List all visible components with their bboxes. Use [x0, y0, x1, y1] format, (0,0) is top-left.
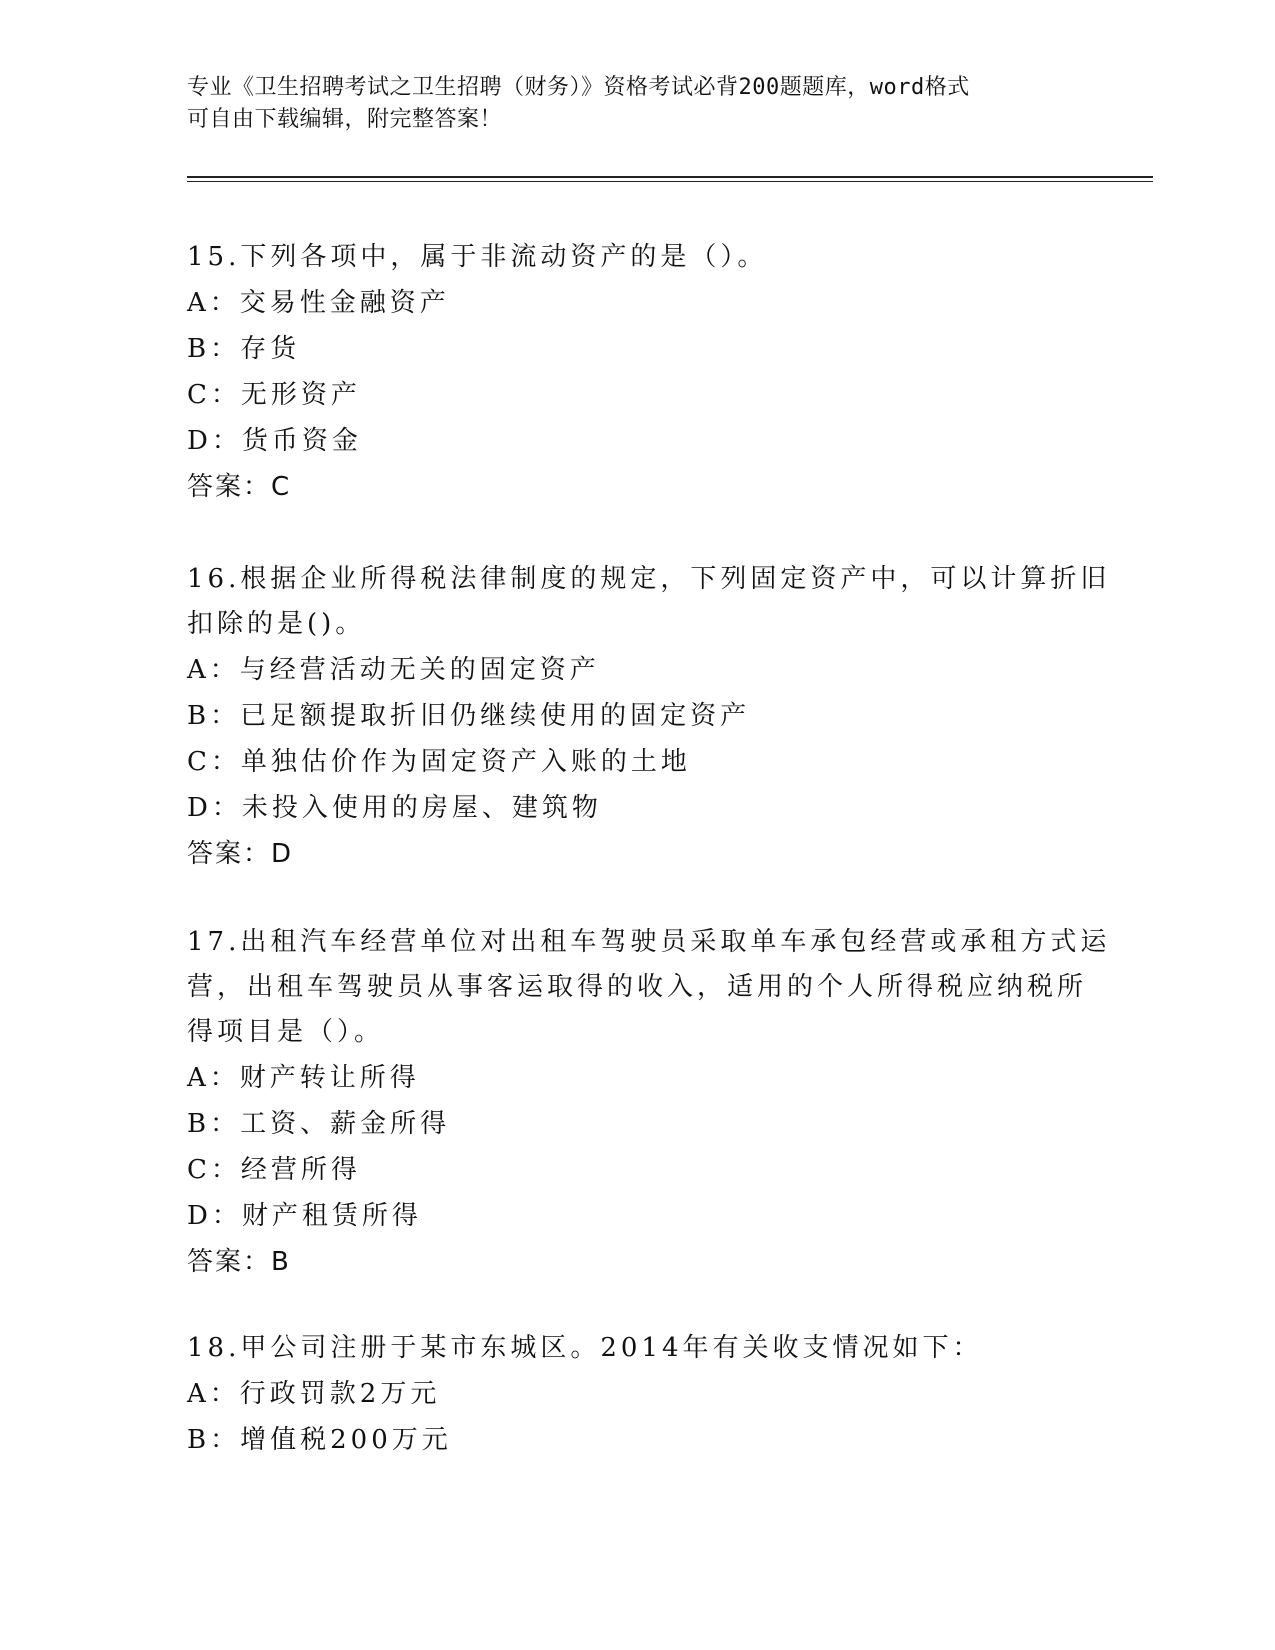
question-stem: [187, 1326, 1087, 1371]
option-a: A：行政罚款2万元: [187, 1379, 441, 1409]
option-a: A：财产转让所得: [187, 1063, 420, 1093]
answer: 答案：D: [187, 839, 294, 869]
question-18: [187, 1326, 1087, 1463]
option-a: A：与经营活动无关的固定资产: [187, 655, 600, 685]
question-stem: [187, 235, 1087, 280]
answer: 答案：B: [187, 1247, 291, 1277]
answer: 答案：C: [187, 472, 292, 502]
question-15: [187, 235, 1087, 510]
option-b: B：增值税200万元: [187, 1425, 452, 1455]
option-a: A：交易性金融资产: [187, 288, 450, 318]
option-d: D：财产租赁所得: [187, 1201, 422, 1231]
document-header: [187, 72, 1087, 136]
option-d: D：未投入使用的房屋、建筑物: [187, 793, 602, 823]
question-stem: [187, 920, 1111, 1055]
stem-line: 15.下列各项中，属于非流动资产的是（）。: [187, 242, 768, 272]
stem-line: 扣除的是()。: [187, 609, 366, 639]
option-b: B：已足额提取折旧仍继续使用的固定资产: [187, 701, 751, 731]
option-c: C：单独估价作为固定资产入账的土地: [187, 747, 691, 777]
stem-line: 得项目是（）。: [187, 1017, 385, 1047]
question-17: [187, 920, 1111, 1285]
option-b: B：存货: [187, 334, 301, 364]
header-divider-top: [187, 176, 1153, 178]
option-c: C：无形资产: [187, 380, 361, 410]
header-line-1: 专业《卫生招聘考试之卫生招聘（财务）》资格考试必背200题题库，word格式: [187, 75, 970, 100]
question-stem: [187, 557, 1111, 647]
header-line-2: 可自由下载编辑，附完整答案！: [187, 107, 503, 132]
option-d: D：货币资金: [187, 426, 362, 456]
stem-line: 18.甲公司注册于某市东城区。2014年有关收支情况如下：: [187, 1333, 983, 1363]
stem-line: 营，出租车驾驶员从事客运取得的收入，适用的个人所得税应纳税所: [187, 972, 1088, 1002]
stem-line: 16.根据企业所得税法律制度的规定，下列固定资产中，可以计算折旧: [187, 564, 1111, 594]
question-16: [187, 557, 1111, 877]
option-b: B：工资、薪金所得: [187, 1109, 451, 1139]
header-divider-bottom: [187, 181, 1153, 182]
option-c: C：经营所得: [187, 1155, 361, 1185]
stem-line: 17.出租汽车经营单位对出租车驾驶员采取单车承包经营或承租方式运: [187, 927, 1111, 957]
